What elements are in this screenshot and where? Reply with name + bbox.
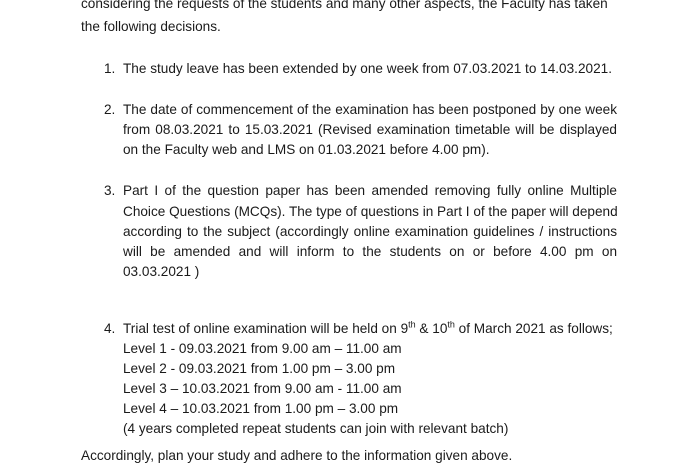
item-4-header-middle: & 10 — [415, 321, 448, 336]
item-4-level-1: Level 1 - 09.03.2021 from 9.00 am – 11.00 am — [123, 341, 402, 356]
item-4-header-after: of March 2021 as follows; — [454, 321, 613, 336]
item-3-line-4: will be amended and will inform to the students on or before 4.00 pm on — [123, 244, 617, 259]
intro-line-1: considering the requests of the students and many other aspects, the Faculty has taken — [81, 0, 608, 11]
item-3-line-1: Part I of the question paper has been amended removing fully online Multiple — [123, 183, 617, 198]
item-2-number: 2. — [104, 102, 116, 117]
intro-line-2: the following decisions. — [81, 19, 221, 34]
item-2-line-1: The date of commencement of the examination has been postponed by one week — [123, 102, 617, 117]
item-3-line-3: according to the subject (accordingly online examination guidelines / instructions — [123, 224, 617, 239]
item-1-number: 1. — [104, 61, 116, 76]
item-4-header-sup-2: th — [447, 319, 455, 330]
item-2-line-2: from 08.03.2021 to 15.03.2021 (Revised examination timetable will be displayed — [123, 122, 617, 137]
item-2-line-3: on the Faculty web and LMS on 01.03.2021 before 4.00 pm). — [123, 142, 490, 157]
item-3-number: 3. — [104, 183, 116, 198]
item-4-header-sup-1: th — [408, 319, 416, 330]
item-4-level-3: Level 3 – 10.03.2021 from 9.00 am - 11.00 am — [123, 381, 402, 396]
closing-line: Accordingly, plan your study and adhere to the information given above. — [81, 448, 513, 463]
item-4-level-4: Level 4 – 10.03.2021 from 1.00 pm – 3.00 pm — [123, 401, 399, 416]
item-4-header-before: Trial test of online examination will be held on 9 — [123, 321, 409, 336]
item-4-number: 4. — [104, 321, 116, 336]
item-4-header — [123, 319, 613, 339]
item-4-level-2: Level 2 - 09.03.2021 from 1.00 pm – 3.00 pm — [123, 361, 396, 376]
item-1-line-1: The study leave has been extended by one week from 07.03.2021 to 14.03.2021. — [123, 61, 612, 76]
item-4-note: (4 years completed repeat students can join with relevant batch) — [123, 421, 509, 436]
item-3-line-2: Choice Questions (MCQs). The type of questions in Part I of the paper will depend — [123, 204, 618, 219]
item-3-line-5: 03.03.2021 ) — [123, 264, 200, 279]
